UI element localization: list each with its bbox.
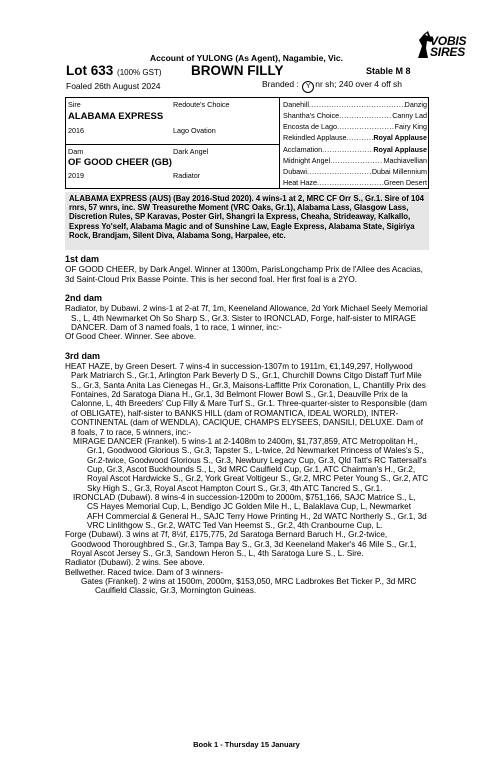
second-dam-heading: 2nd dam	[65, 293, 103, 304]
brand-marks: Branded : Y nr sh; 240 over 4 off sh	[262, 79, 402, 93]
pedigree-row: Danehill ..... Danzig	[283, 100, 427, 109]
dam-name: OF GOOD CHEER (GB)	[68, 157, 172, 168]
catalogue-body	[65, 255, 429, 596]
page-footer: Book 1 - Thursday 15 January	[193, 740, 300, 749]
pedigree-row: Dubawi ..... Dubai Millennium	[283, 167, 427, 176]
pedigree-row: Heat Haze ..... Green Desert	[283, 178, 427, 187]
foal-radiator: Radiator (Dubawi). 2 wins. See above.	[65, 558, 205, 568]
sire-summary: ALABAMA EXPRESS (AUS) (Bay 2016-Stud 2020). 4 wins-1 at 2, MRC CF Orr S., Gr.1. Sire of 104 rnrs, 57 wnrs, inc. SW Treasurethe Moment (VRC Oaks, Gr.1), Alabama Lass, Glasgow Lass, Discretion Rules, SP Karavas, Poster Girl, Shangri la Express, Cheaha, Strideaway, Kalkallo, Express Yo'self, Alabama Magic and of Sunshine Law, Eagle Express, Alabama State, Sigiriya Rock, Brandjam, Silent Diva, Alabama Song, Harpalee, etc.	[69, 194, 424, 240]
third-dam-heading: 3rd dam	[65, 350, 101, 361]
sire-sire: Redoute's Choice	[173, 100, 230, 109]
foal-gates: Gates (Frankel). 2 wins at 1500m, 2000m, $153,050, MRC Ladbrokes Bet Ticker P., 3d MRC Caulfield Classic, Gr.3, Mornington Guineas.	[81, 577, 417, 596]
vobis-sires-logo	[416, 30, 476, 64]
third-dam-text: HEAT HAZE, by Green Desert. 7 wins-4 in succession-1307m to 1911m, €1,149,297, Hollywood Park Matriarch S., Gr.1, Arlington Park Beverly D S., Gr.1, Churchill Downs Citgo Distaff Turf Mile S., Gr.3, Santa Anita Las Cienegas H., Gr.3, Maisons-Laffitte Prix Coronation, L, Chantilly Prix des Fontaines, 2d Saratoga Diana H., Gr.1, 3d Belmont Flower Bowl S., Gr.1, Deauville Prix de la Calonne, L, 4th Breeders' Cup Filly & Mare Turf S., Gr.1. Three-quarter-sister to Responsible (dam of OBLIGATE), half-sister to BANKS HILL (dam of ROMANTICA, IDEAL WORLD), INTER-CONTINENTAL (dam of WENDLA), CACIQUE, CHAMPS ELYSEES, DANSILI, DELUXE. Dam of 8 foals, 7 to race, 5 winners, inc:-	[65, 362, 427, 437]
foal-bellwether: Bellwether. Raced twice. Dam of 3 winners-	[65, 567, 223, 577]
pedigree-table	[65, 97, 429, 189]
pedigree-row: Encosta de Lago ..... Fairy King	[283, 122, 427, 131]
dam-dam: Radiator	[173, 171, 201, 180]
lot-number: Lot 633 (100% GST)	[66, 63, 162, 78]
foaled-date: Foaled 26th August 2024	[66, 81, 161, 91]
foal-mirage-dancer: MIRAGE DANCER (Frankel). 5 wins-1 at 2-1408m to 2400m, $1,737,859, ATC Metropolitan H., Gr.1, Goodwood Glorious S., Gr.3, Tapster S., L-twice, 2d Newmarket Princess of Wales's S., Gr.2-twice, Goodwood Glorious S., Gr.3, Newbury Legacy Cup, Gr.3, Qld Tatt's RC Tattersall's Cup, Gr.3, Ascot Buckhounds S., L, 3d MRC Caulfield Cup, Gr.1, ATC Chairman's H., Gr.2, Royal Ascot Hardwicke S., Gr.2, York Great Voltigeur S., Gr.2, MRC Peter Young S., Gr.2, ATC Sky High S., Gr.3, Royal Ascot Hampton Court S., Gr.3, 4th ATC Tancred S., Gr.1.	[73, 436, 429, 493]
gst-note: (100% GST)	[117, 68, 162, 77]
foal-forge: Forge (Dubawi). 3 wins at 7f, 8½f, £175,775, 2d Saratoga Bernard Baruch H., Gr.2-twice, Goodwood Thoroughbred S., Gr.3, Tampa Bay S., Gr.3, 3d Keeneland Maker's 46 Mile S., Gr.1, Royal Ascot Jersey S., Gr.3, Sandown Heron S., L, 4th Saratoga Lure S., L. Sire.	[65, 530, 417, 558]
second-dam-foal: Of Good Cheer. Winner. See above.	[65, 332, 197, 342]
second-dam-text: Radiator, by Dubawi. 2 wins-1 at 2-at 7f, 1m, Keeneland Allowance, 2d York Michael Seely Memorial S., L, 4th Newmarket Oh So Sharp S., Gr.3. Sister to IRONCLAD, Forge, half-sister to MIRAGE DANCER. Dam of 3 named foals, 1 to race, 1 winner, inc:-	[65, 304, 428, 333]
pedigree-row: Midnight Angel ..... Machiavellian	[283, 156, 427, 165]
first-dam-heading: 1st dam	[65, 254, 100, 264]
sex-color: BROWN FILLY	[191, 63, 284, 78]
sire-dam: Lago Ovation	[173, 126, 216, 135]
foal-ironclad: IRONCLAD (Dubawi). 8 wins-4 in succession-1200m to 2000m, $751,166, SAJC Matrice S., L, CS Hayes Memorial Cup, L, Bendigo JC Golden Mile H., L, Balaklava Cup, L, Newmarket AFH Commercial & General H., SAJC Terry Howe Printing H., 2d WATC Northerly S., Gr.1, 3d VRC Linlithgow S., Gr.2, WATC Ted Van Heemst S., Gr.2, 4th Cranbourne Cup, L.	[73, 492, 427, 530]
sire-summary-box	[65, 192, 429, 250]
first-dam-text: OF GOOD CHEER, by Dark Angel. Winner at 1300m, ParisLongchamp Prix de l'Allee des Acacias, 3d Saint-Cloud Prix Basse Pointe. This is her second foal. Her first foal is a 2YO.	[65, 265, 423, 284]
sire-year: 2016	[68, 126, 84, 135]
dam-sire: Dark Angel	[173, 147, 209, 156]
pedigree-row: Rekindled Applause ..... Royal Applause	[283, 133, 427, 142]
sire-name: ALABAMA EXPRESS	[68, 111, 164, 122]
brand-mark-icon: Y	[302, 81, 314, 93]
stable-location: Stable M 8	[366, 66, 411, 76]
dam-label: Dam	[68, 147, 84, 156]
logo-wordmark: VOBIS SIRES	[430, 34, 467, 59]
pedigree-row: Shantha's Choice ..... Canny Lad	[283, 111, 427, 120]
sire-label: Sire	[68, 100, 81, 109]
vendor-account: Account of YULONG (As Agent), Nagambie, Vic.	[150, 53, 344, 63]
dam-year: 2019	[68, 171, 84, 180]
pedigree-row: Acclamation ..... Royal Applause	[283, 145, 427, 154]
